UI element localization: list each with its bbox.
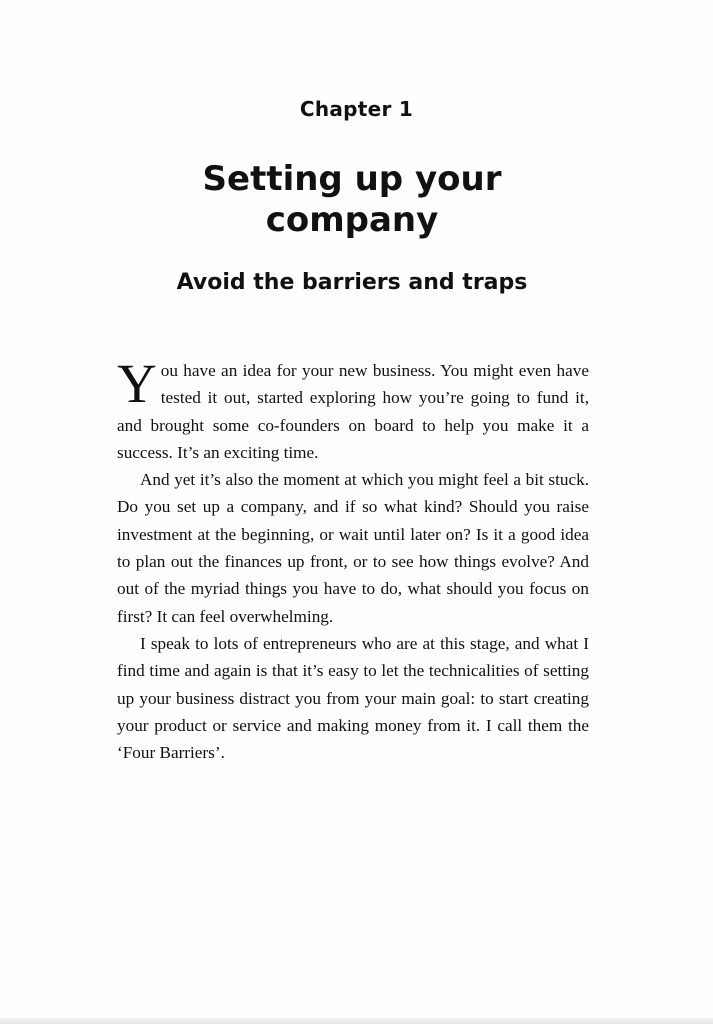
chapter-title	[0, 159, 704, 241]
paragraph-3: I speak to lots of entrepreneurs who are at this stage, and what I find time and again is that it’s easy to let the technicalities of setting up your business distract you from your main goal: to start creating your product or service and making money from it. I call them the ‘Four Barriers’.	[117, 633, 589, 763]
chapter-title-line-1: Setting up your	[202, 159, 502, 199]
drop-cap: Y	[117, 353, 157, 414]
body-text	[117, 353, 589, 766]
paragraph-1-text: ou have an idea for your new business. You might even have tested it out, started exploring how you’re going to fund it, and brought some co-founders on board to help you make it a success. It’s an exciting time.	[117, 361, 589, 462]
paragraph-1	[117, 353, 589, 466]
paragraph-2: And yet it’s also the moment at which you might feel a bit stuck. Do you set up a company, and if so what kind? Should you raise investment at the beginning, or wait until later on? Is it a good idea to plan out the finances up front, or to see how things evolve? And out of the myriad things you have to do, what should you focus on first? It can feel overwhelming.	[117, 470, 589, 626]
chapter-subtitle: Avoid the barriers and traps	[176, 270, 528, 295]
page-bottom-edge	[0, 1018, 713, 1024]
chapter-title-line-2: company	[265, 200, 439, 240]
chapter-label: Chapter 1	[299, 97, 414, 121]
